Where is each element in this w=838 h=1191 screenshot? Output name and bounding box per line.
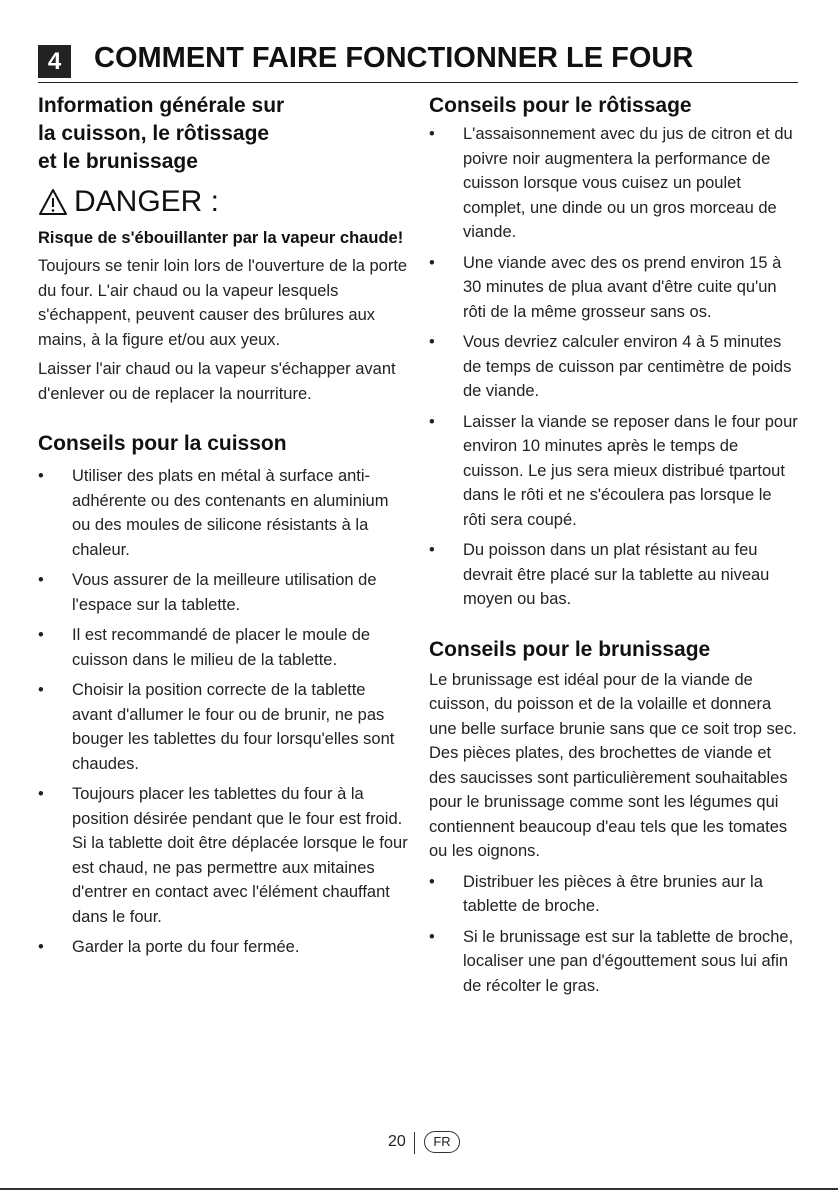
danger-paragraph: Laisser l'air chaud ou la vapeur s'échapper avant d'enlever ou de replacer la nourriture.	[38, 360, 396, 403]
brunissage-list	[429, 870, 799, 999]
list-item: • Toujours placer les tablettes du four à la position désirée pendant que le four est froid. Si la tablette doit être déplacée lorsque le four est chaud, ne pas permettre aux mitaines d'entrer en contact avec l'élément chauffant dans le four.	[38, 782, 408, 929]
bullet-icon: •	[429, 412, 435, 431]
list-item: • Du poisson dans un plat résistant au feu devrait être placé sur la tablette au niveau moyen ou bas.	[429, 538, 799, 612]
list-item: • Si le brunissage est sur la tablette de broche, localiser une pan d'égouttement sous lui afin de récolter le gras.	[429, 925, 799, 999]
danger-label: DANGER :	[74, 185, 220, 218]
bullet-icon: •	[38, 467, 44, 485]
page-number: 20	[388, 1133, 406, 1150]
danger-subtitle: Risque de s'ébouillanter par la vapeur chaude!	[38, 229, 404, 247]
general-title-line: et le brunissage	[38, 150, 198, 173]
list-item: • Choisir la position correcte de la tablette avant d'allumer le four ou de brunir, ne pas bouger les tablettes du four lorsqu'elles sont chaudes.	[38, 678, 408, 776]
bullet-icon: •	[429, 872, 435, 891]
bullet-icon: •	[38, 571, 44, 589]
cuisson-title: Conseils pour la cuisson	[38, 432, 287, 455]
brunissage-paragraph: Le brunissage est idéal pour de la viande de cuisson, du poisson et de la volaille et donnera une belle surface brunie sans que ce soit trop sec. Des pièces plates, des brochettes de viande et des saucisses sont particulièrement souhaitables pour le brunissage comme sont les légumes qui contiennent beaucoup d'eau tels que les tomates ou les oignons.	[429, 670, 797, 860]
page-footer	[0, 1130, 838, 1156]
list-item: • Laisser la viande se reposer dans le four pour environ 10 minutes après le temps de cuisson. Le jus sera mieux distribué tpartout dans le rôti et ne s'écoulera pas lorsque le rôti sera coupé.	[429, 410, 799, 533]
bullet-icon: •	[38, 681, 44, 699]
bottom-rule	[0, 1188, 838, 1190]
list-item: • Il est recommandé de placer le moule de cuisson dans le milieu de la tablette.	[38, 623, 408, 672]
list-item: • Garder la porte du four fermée.	[38, 935, 408, 960]
general-title-line: Information générale sur	[38, 94, 285, 117]
brunissage-title: Conseils pour le brunissage	[429, 637, 711, 661]
danger-heading	[38, 182, 408, 222]
chapter-header	[38, 42, 798, 83]
cuisson-list	[38, 464, 408, 960]
list-item: • Vous devriez calculer environ 4 à 5 minutes de temps de cuisson par centimètre de poids de viande.	[429, 330, 799, 404]
bullet-icon: •	[429, 125, 435, 143]
language-badge: FR	[424, 1131, 460, 1153]
bullet-icon: •	[38, 785, 44, 803]
bullet-icon: •	[429, 927, 435, 946]
list-item: • Vous assurer de la meilleure utilisation de l'espace sur la tablette.	[38, 568, 408, 617]
chapter-title: COMMENT FAIRE FONCTIONNER LE FOUR	[94, 42, 694, 74]
bullet-icon: •	[429, 253, 435, 272]
rotissage-list	[429, 122, 799, 612]
danger-paragraph: Toujours se tenir loin lors de l'ouverture de la porte du four. L'air chaud ou la vapeur lesquels s'échappent, peuvent causer des brûlures aux mains, à la figure et/ou aux yeux.	[38, 257, 408, 349]
list-item: • Utiliser des plats en métal à surface anti-adhérente ou des contenants en aluminium ou des moules de silicone résistants à la chaleur.	[38, 464, 408, 562]
chapter-number: 4	[38, 45, 71, 78]
right-column	[429, 92, 799, 998]
bullet-icon: •	[38, 938, 44, 956]
warning-triangle-icon	[38, 188, 68, 216]
list-item: • L'assaisonnement avec du jus de citron et du poivre noir augmentera la performance de cuisson lorsque vous cuisez un poulet complet, une dinde ou un gros morceau de viande.	[429, 122, 799, 245]
list-item: • Distribuer les pièces à être brunies aur la tablette de broche.	[429, 870, 799, 919]
general-title-line: la cuisson, le rôtissage	[38, 122, 270, 145]
footer-divider	[414, 1132, 415, 1154]
general-info-title	[38, 92, 408, 176]
left-column	[38, 92, 408, 960]
bullet-icon: •	[429, 333, 435, 351]
list-item: • Une viande avec des os prend environ 15 à 30 minutes de plua avant d'être cuite qu'un rôti de la même grosseur sans os.	[429, 251, 799, 325]
bullet-icon: •	[429, 541, 435, 559]
rotissage-title: Conseils pour le rôtissage	[429, 94, 692, 117]
bullet-icon: •	[38, 626, 44, 644]
